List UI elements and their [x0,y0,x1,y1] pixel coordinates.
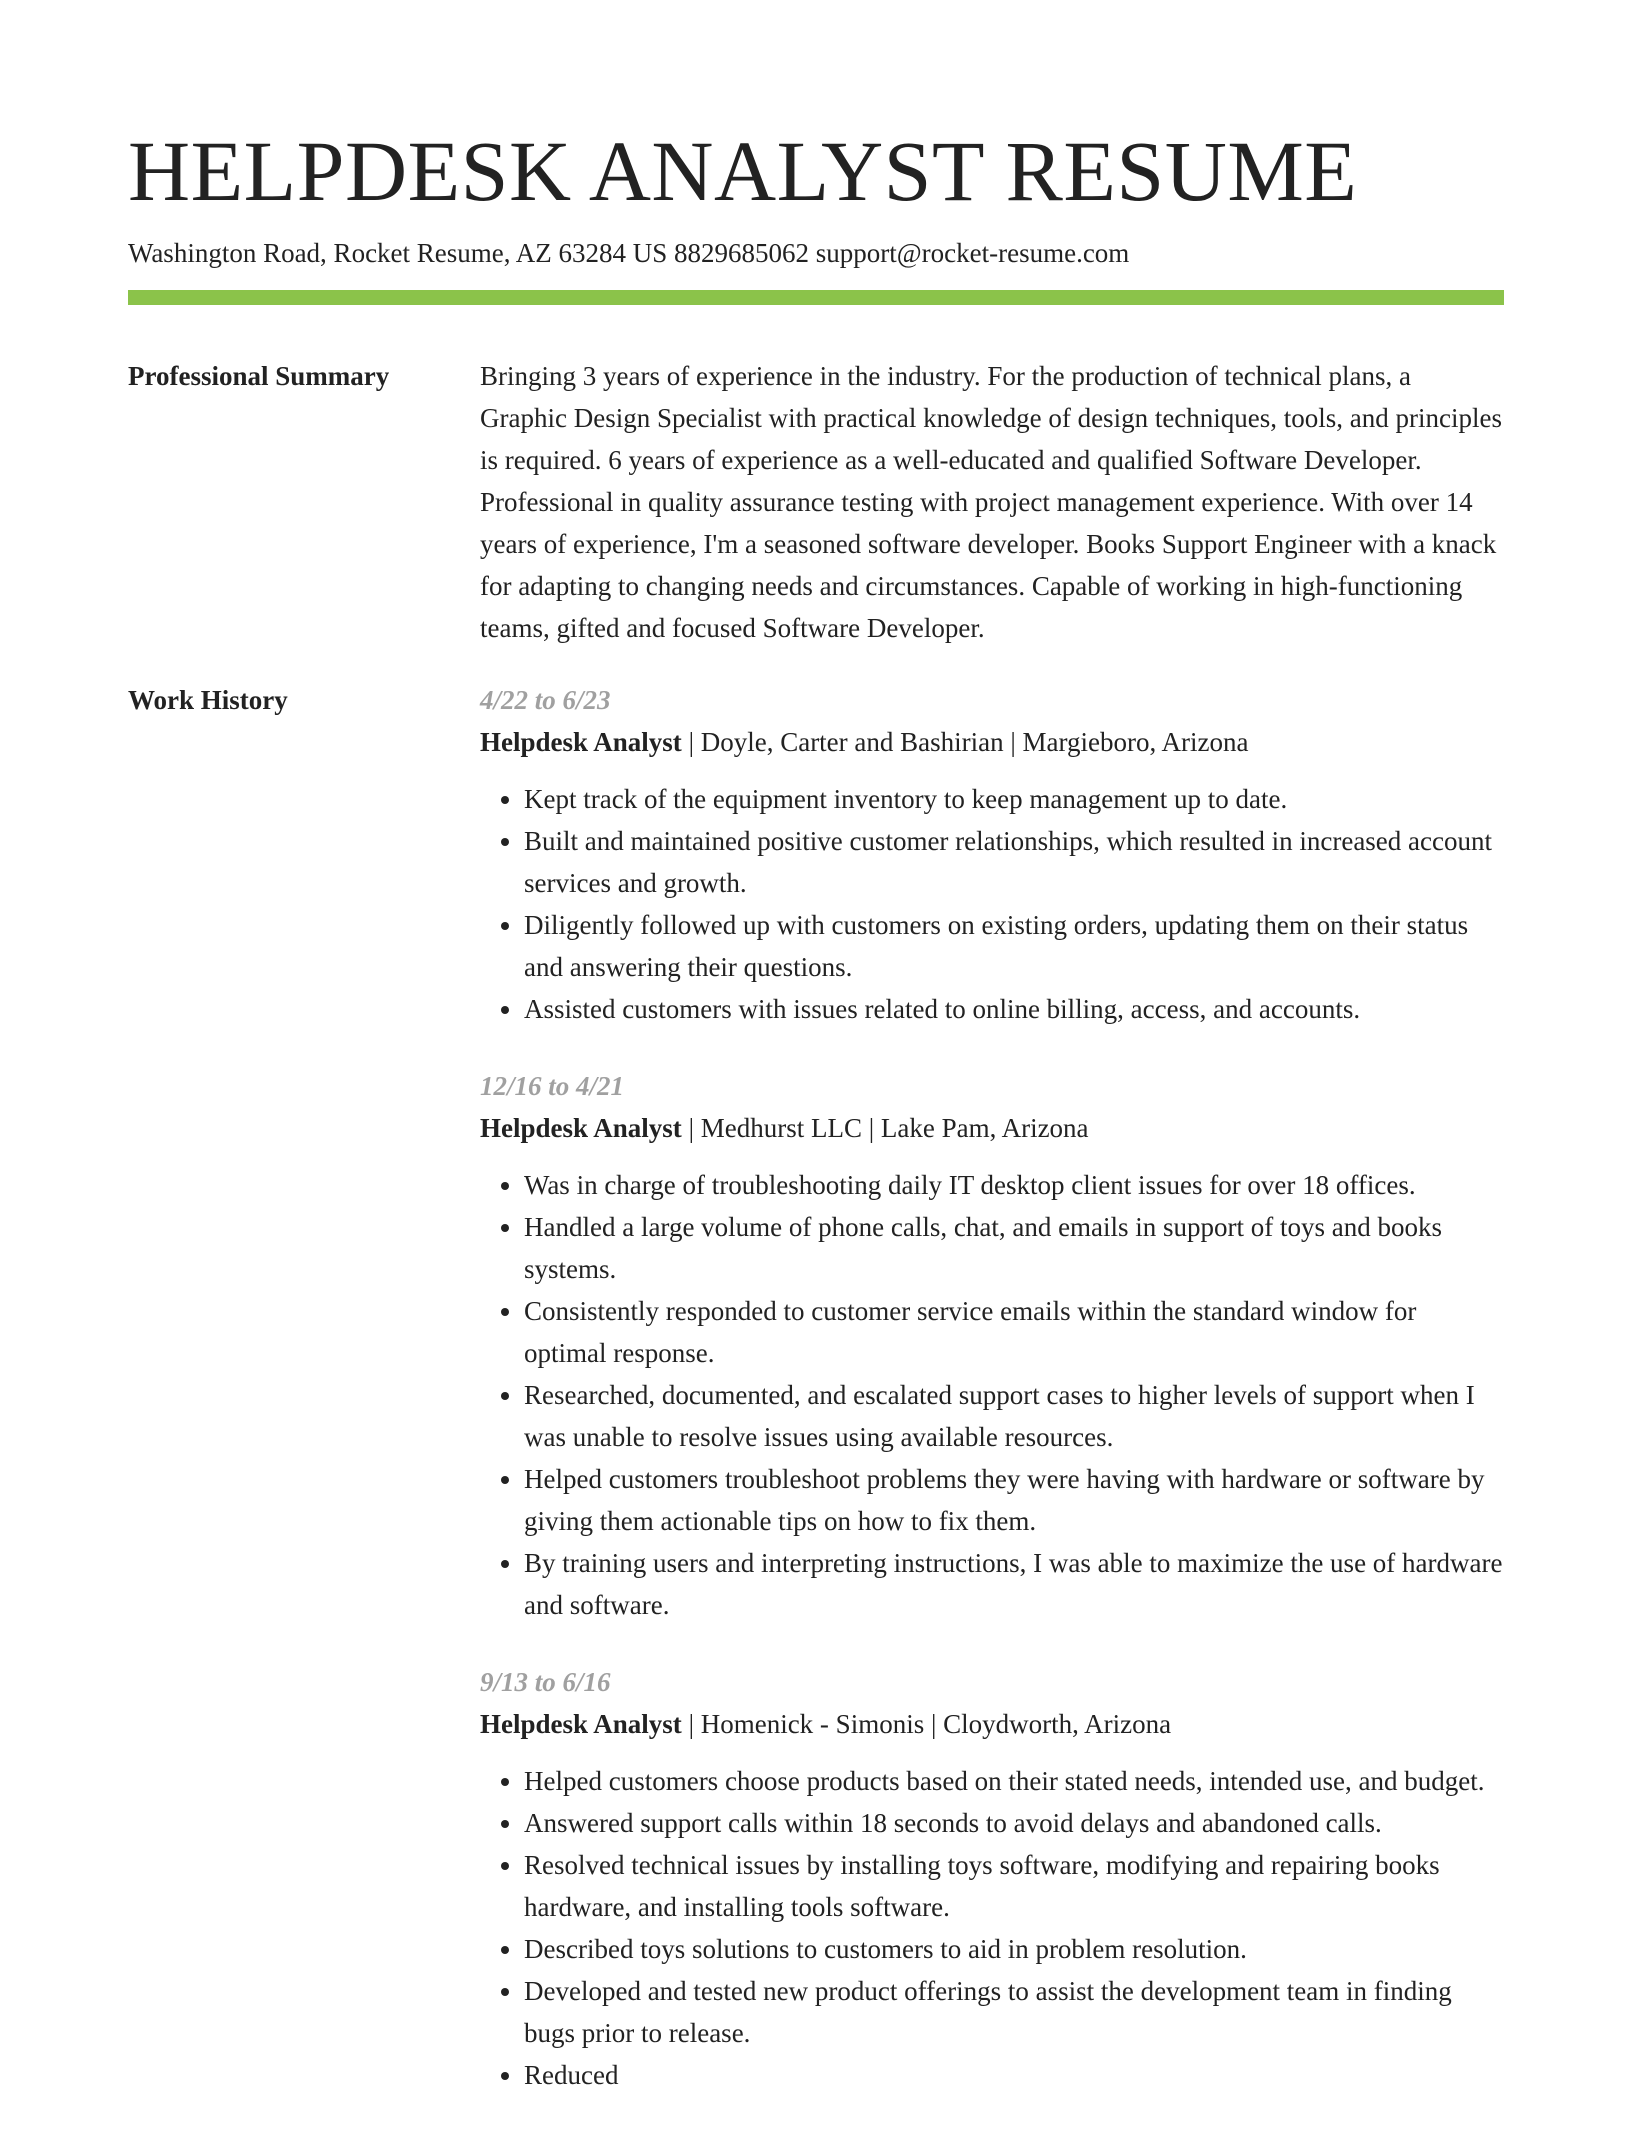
job-bullet: • Answered support calls within 18 seconds to avoid delays and abandoned calls. [524,1802,1504,1844]
job-bullet: • Diligently followed up with customers on existing orders, updating them on their status and answering their questions. [524,904,1504,988]
job-bullet: • Built and maintained positive customer relationships, which resulted in increased account services and growth. [524,820,1504,904]
job-bullet: • Consistently responded to customer service emails within the standard window for optimal response. [524,1290,1504,1374]
job-entry [480,1065,1504,1626]
section-title-summary: Professional Summary [128,361,390,391]
job-bullet: • Developed and tested new product offerings to assist the development team in finding bugs prior to release. [524,1970,1504,2054]
job-bullets [480,1760,1504,2096]
job-bullet: • Was in charge of troubleshooting daily IT desktop client issues for over 18 offices. [524,1164,1504,1206]
resume-page [128,0,1504,2131]
job-dates: 12/16 to 4/21 [480,1071,625,1101]
resume-title: HELPDESK ANALYST RESUME [128,123,1358,219]
job-bullet: • Reduced [524,2054,1504,2096]
contact-line: Washington Road, Rocket Resume, AZ 63284 US 8829685062 support@rocket-resume.com [128,238,1130,268]
job-bullets [480,778,1504,1030]
job-dates: 4/22 to 6/23 [480,685,611,715]
summary-text: Bringing 3 years of experience in the industry. For the production of technical plans, a Graphic Design Specialist with practical knowledge of design techniques, tools, and principles is required. 6 years of experience as a well-educated and qualified Software Developer. Professional in quality assurance testing with project management experience. With over 14 years of experience, I'm a seasoned software developer. Books Support Engineer with a knack for adapting to changing needs and circumstances. Capable of working in high-functioning teams, gifted and focused Software Developer. [480,361,1502,643]
job-heading [480,1107,1504,1149]
job-bullet: • Helped customers troubleshoot problems they were having with hardware or software by giving them actionable tips on how to fix them. [524,1458,1504,1542]
job-bullet: • Resolved technical issues by installing toys software, modifying and repairing books hardware, and installing tools software. [524,1844,1504,1928]
job-bullets [480,1164,1504,1626]
job-bullet: • Helped customers choose products based on their stated needs, intended use, and budget. [524,1760,1504,1802]
job-details: | Doyle, Carter and Bashirian | Margieboro, Arizona [681,727,1249,757]
job-bullet: • Researched, documented, and escalated support cases to higher levels of support when I was unable to resolve issues using available resources. [524,1374,1504,1458]
work-history-section [128,679,1504,2131]
work-history-list [480,679,1504,2131]
job-bullet: • Described toys solutions to customers to aid in problem resolution. [524,1928,1504,1970]
job-bullet: • Kept track of the equipment inventory to keep management up to date. [524,778,1504,820]
accent-divider [128,290,1504,305]
job-bullet: • Assisted customers with issues related to online billing, access, and accounts. [524,988,1504,1030]
job-role: Helpdesk Analyst [480,1113,682,1143]
job-details: | Medhurst LLC | Lake Pam, Arizona [681,1113,1089,1143]
job-bullet: • By training users and interpreting instructions, I was able to maximize the use of hardware and software. [524,1542,1504,1626]
job-role: Helpdesk Analyst [480,727,682,757]
job-bullet: • Handled a large volume of phone calls, chat, and emails in support of toys and books systems. [524,1206,1504,1290]
job-entry [480,679,1504,1030]
job-details: | Homenick - Simonis | Cloydworth, Arizona [681,1709,1172,1739]
professional-summary-section [128,355,1504,649]
job-dates: 9/13 to 6/16 [480,1667,611,1697]
job-heading [480,1703,1504,1745]
job-heading [480,721,1504,763]
job-entry [480,1661,1504,2096]
job-role: Helpdesk Analyst [480,1709,682,1739]
section-title-work-history: Work History [128,685,288,715]
